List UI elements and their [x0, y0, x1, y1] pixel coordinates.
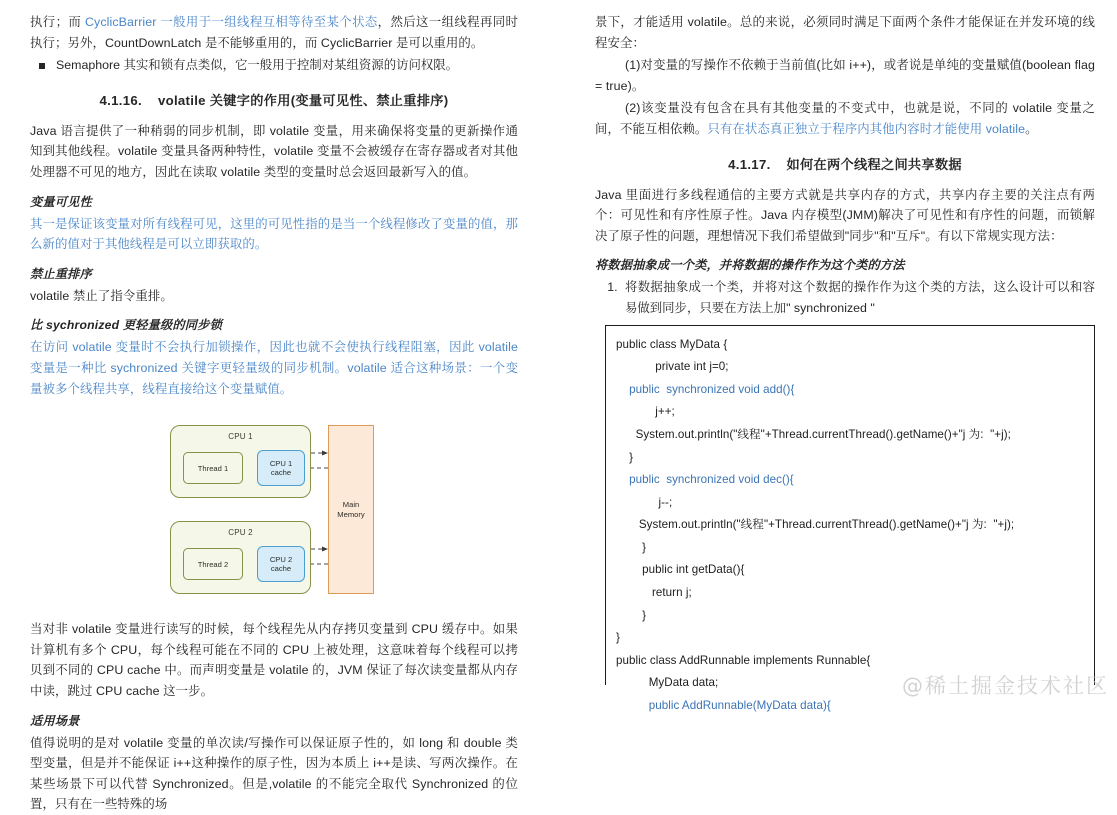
condition2-highlight-blue: 只有在状态真正独立于程序内其他内容时才能使用 volatile: [707, 121, 1026, 136]
text-prefix: 执行；而: [30, 15, 85, 29]
condition2-suffix: 。: [1025, 121, 1038, 136]
code-line: public class MyData {: [616, 337, 728, 351]
code-line: }: [616, 540, 647, 554]
subheading-no-reorder: 禁止重排序: [30, 266, 92, 281]
code-line: public synchronized void add(){: [616, 382, 795, 396]
subheading-variable-visibility: 变量可见性: [30, 194, 92, 209]
section-number: 4.1.17.: [728, 156, 771, 172]
cpu2-cache-label-line2: cache: [270, 564, 292, 574]
code-line: System.out.println("线程"+Thread.currentThread().getName()+"j 为: "+j);: [616, 427, 1011, 441]
main-memory-box: [328, 425, 374, 594]
section-title: volatile 关键字的作用(变量可见性、禁止重排序): [157, 92, 449, 108]
bullet-list-semaphore: [30, 55, 518, 76]
paragraph-volatile-continuation: 景下，才能适用 volatile。总的来说，必须同时满足下面两个条件才能保证在并发环境的线程安全：: [595, 15, 1095, 50]
text-suffix: ，然后这一组线程再同时执行；另外，CountDownLatch 是不能够重用的，而 CyclicBarrier 是可以重用的。: [30, 15, 518, 50]
code-line: MyData data;: [616, 676, 719, 690]
paragraph-lightweight-lock: 在访问 volatile 变量时不会执行加锁操作，因此也就不会使执行线程阻塞，因此 volatile 变量是一种比 sychronized 关键字更轻量级的同步机制。volatile 适合这种场景：一个变量被多个线程共享，线程直接给这个变量赋值。: [30, 340, 518, 396]
main-memory-label-line2: Memory: [337, 509, 365, 519]
paragraph-condition-2: [595, 98, 1095, 139]
code-line: }: [616, 608, 647, 622]
code-lines-container: [616, 334, 1084, 718]
subheading-lightweight-lock: 比 sychronized 更轻量级的同步锁: [30, 318, 222, 333]
cpu1-label: CPU 1: [228, 432, 253, 442]
cpu2-cache-label-line1: CPU 2: [269, 554, 293, 564]
watermark-text: @稀土掘金技术社区: [902, 674, 1109, 698]
list-item: 1. 将数据抽象成一个类，并将对这个数据的操作作为这个类的方法，这么设计可以和容易做到同步，只要在方法上加" synchronized ": [621, 277, 1095, 318]
numbered-list-methods: [595, 277, 1095, 318]
code-line: }: [616, 450, 634, 464]
main-memory-label-line1: Main: [342, 500, 360, 510]
paragraph-volatile-intro: Java 语言提供了一种稍弱的同步机制，即 volatile 变量，用来确保将变量的更新操作通知到其他线程。volatile 变量具备两种特性，volatile 变量不会被缓存在寄存器或者对其他处理器不可见的地方，因此在读取 volatile 类型的变量时总会返回最新写入的值。: [30, 123, 518, 179]
cpu2-box: [170, 521, 311, 594]
code-line: j++;: [616, 405, 675, 419]
thread1-box: Thread 1: [183, 452, 243, 484]
cpu2-label: CPU 2: [228, 528, 253, 538]
thread2-box: Thread 2: [183, 548, 243, 580]
left-column: [0, 0, 540, 812]
right-column: [585, 0, 1117, 714]
code-line: public synchronized void dec(){: [616, 473, 794, 487]
code-line: private int j=0;: [616, 360, 729, 374]
code-line: public AddRunnable(MyData data){: [616, 699, 831, 713]
paragraph-condition-1: (1)对变量的写操作不依赖于当前值(比如 i++)，或者说是单纯的变量赋值(boolean flag = true)。: [595, 58, 1095, 93]
section-title: 如何在两个线程之间共享数据: [786, 156, 962, 172]
section-heading-4-1-17: [595, 154, 1095, 173]
section-number: 4.1.16.: [99, 92, 142, 108]
subheading-use-cases: 适用场景: [30, 713, 80, 728]
condition2-prefix: (2)该变量没有包含在具有其他变量的不变式中，也就是说，不同的 volatile 变量之间，不能互相依赖。: [595, 101, 1095, 136]
subheading-abstract-class: 将数据抽象成一个类，并将数据的操作作为这个类的方法: [595, 258, 905, 273]
cpu1-box: [170, 425, 311, 498]
cpu1-cache-label-line1: CPU 1: [269, 458, 293, 468]
paragraph-cyclicbarrier: [30, 12, 518, 53]
paragraph-use-cases: 值得说明的是对 volatile 变量的单次读/写操作可以保证原子性的，如 long 和 double 类型变量，但是并不能保证 i++这种操作的原子性，因为本质上 i++是读、写两次操作。在某些场景下可以代替 Synchronized。但是,volatile 的不能完全取代 Synchronized 的位置，只有在一些特殊的场: [30, 735, 518, 812]
cpu1-cache-label-line2: cache: [270, 468, 292, 478]
code-line: public int getData(){: [616, 563, 745, 577]
code-line: System.out.println("线程"+Thread.currentThread().getName()+"j 为: "+j);: [616, 518, 1015, 532]
code-line: j--;: [616, 495, 673, 509]
cpu-memory-diagram-wrapper: [30, 417, 518, 609]
text-highlight-blue: CyclicBarrier 一般用于一组线程互相等待至某个状态: [84, 15, 378, 29]
cpu2-cache-box: [257, 546, 305, 582]
paragraph-share-data-intro: Java 里面进行多线程通信的主要方式就是共享内存的方式，共享内存主要的关注点有两个：可见性和有序性原子性。Java 内存模型(JMM)解决了可见性和有序性的问题，而锁解决了原子性的问题，理想情况下我们希望做到"同步"和"互斥"。有以下常规实现方法：: [595, 187, 1095, 243]
list-item: Semaphore 其实和锁有点类似，它一般用于控制对某组资源的访问权限。: [56, 55, 518, 76]
code-line: }: [616, 631, 620, 645]
cpu1-cache-box: [257, 450, 305, 486]
paragraph-no-reorder: volatile 禁止了指令重排。: [30, 288, 173, 303]
paragraph-after-diagram: 当对非 volatile 变量进行读写的时候，每个线程先从内存拷贝变量到 CPU 缓存中。如果计算机有多个 CPU，每个线程可能在不同的 CPU 上被处理，这意味着每个线程可以拷贝到不同的 CPU cache 中。而声明变量是 volatile 的，JVM 保证了每次读变量都从内存中读，跳过 CPU cache 这一步。: [30, 622, 518, 698]
column-gutter: [540, 0, 585, 714]
code-line: return j;: [616, 586, 692, 600]
paragraph-variable-visibility: 其一是保证该变量对所有线程可见，这里的可见性指的是当一个线程修改了变量的值，那么新的值对于其他线程是可以立即获取的。: [30, 216, 518, 252]
code-line: public class AddRunnable implements Runnable{: [616, 653, 871, 667]
cpu-memory-diagram: [170, 417, 378, 609]
section-heading-4-1-16: [30, 90, 518, 109]
